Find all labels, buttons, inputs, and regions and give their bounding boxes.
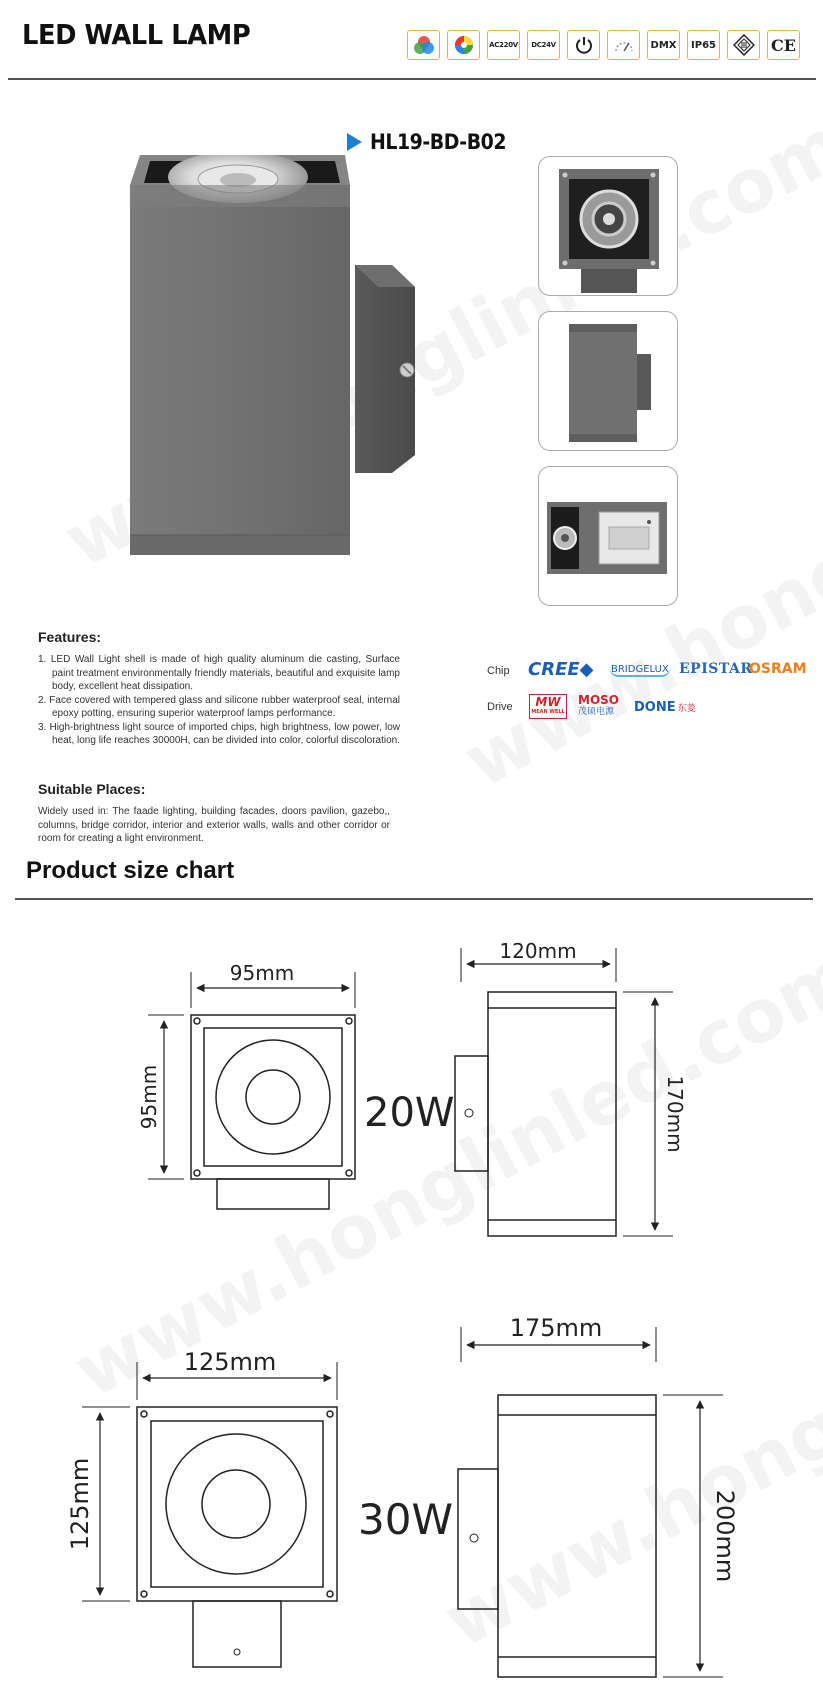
dim-width-20w: 95mm: [229, 961, 295, 985]
features-heading: Features:: [38, 629, 102, 645]
cree-logo: CREE◆: [528, 659, 594, 680]
size-chart-title: Product size chart: [26, 857, 235, 884]
suitable-places-text: Widely used in: The faade lighting, building facades, doors pavilion, gazebo,, columns, bridge corridor, interior and exterior walls, walls and other corridor or room for creating a light environment.: [38, 806, 390, 844]
model-label: [347, 130, 521, 154]
color-wheel-icon: [447, 30, 480, 60]
osram-logo: OSRAM: [749, 661, 807, 677]
ce-icon: CE: [767, 30, 800, 60]
power-label-20w: 20W: [364, 1090, 455, 1136]
power-icon: [567, 30, 600, 60]
dim-depth-20w: 120mm: [499, 939, 577, 963]
dim-width-30w: 125mm: [183, 1348, 277, 1376]
feature-badges: [407, 30, 800, 60]
chip-label: Chip: [487, 665, 510, 677]
suitable-places-heading: Suitable Places:: [38, 781, 146, 797]
done-logo: DONE 东菱: [634, 700, 696, 715]
features-list: [38, 653, 400, 748]
power-label-30w: 30W: [358, 1495, 453, 1544]
ip65-badge: IP65: [687, 30, 720, 60]
list-item: 1. LED Wall Light shell is made of high quality aluminum die casting, Surface paint treatment environmentally friendly materials, beautiful and exquisite lamp body, excellent heat dissipation.: [38, 654, 400, 692]
dim-height-side-30w: 200mm: [711, 1489, 739, 1583]
moso-logo: MOSO 茂硕电源: [578, 693, 619, 717]
size-chart-diagram: [0, 900, 823, 1707]
dc24v-badge: DC24V: [527, 30, 560, 60]
play-triangle-icon: [347, 133, 362, 151]
side-view-30w: [458, 1395, 656, 1677]
front-view-20w: [191, 1015, 355, 1209]
list-item: 3. High-brightness light source of imported chips, high brightness, low power, low heat, long life reaches 30000H, can be divided into color, colorful discoloration.: [38, 721, 400, 746]
front-view-30w: [137, 1407, 337, 1667]
list-item: 2. Face covered with tempered glass and silicone rubber waterproof seal, internal epoxy potting, ensuring superior waterproof lamps performance.: [38, 694, 400, 719]
class-iii-icon: [727, 30, 760, 60]
epistar-logo: EPISTAR: [679, 661, 753, 677]
product-photo: [130, 155, 430, 605]
dim-depth-30w: 175mm: [509, 1314, 603, 1342]
side-view-20w: [455, 992, 616, 1236]
drive-label: Drive: [487, 701, 513, 713]
dim-height-front-20w: 95mm: [137, 1064, 161, 1130]
dmx-badge: DMX: [647, 30, 680, 60]
model-number: HL19-BD-B02: [370, 130, 507, 154]
thumbnail-back-view[interactable]: [538, 466, 678, 606]
bridgelux-logo: BRIDGELUX: [611, 664, 669, 675]
page-title: LED WALL LAMP: [22, 18, 251, 51]
dim-height-front-30w: 125mm: [66, 1457, 94, 1551]
dimmer-icon: [607, 30, 640, 60]
thumbnail-front-view[interactable]: [538, 156, 678, 296]
header-divider: [8, 78, 816, 80]
thumbnail-side-view[interactable]: [538, 311, 678, 451]
ac220v-badge: AC220V: [487, 30, 520, 60]
rgb-icon: [407, 30, 440, 60]
meanwell-logo: MW MEAN WELL: [529, 694, 567, 719]
dim-height-side-20w: 170mm: [663, 1075, 687, 1153]
